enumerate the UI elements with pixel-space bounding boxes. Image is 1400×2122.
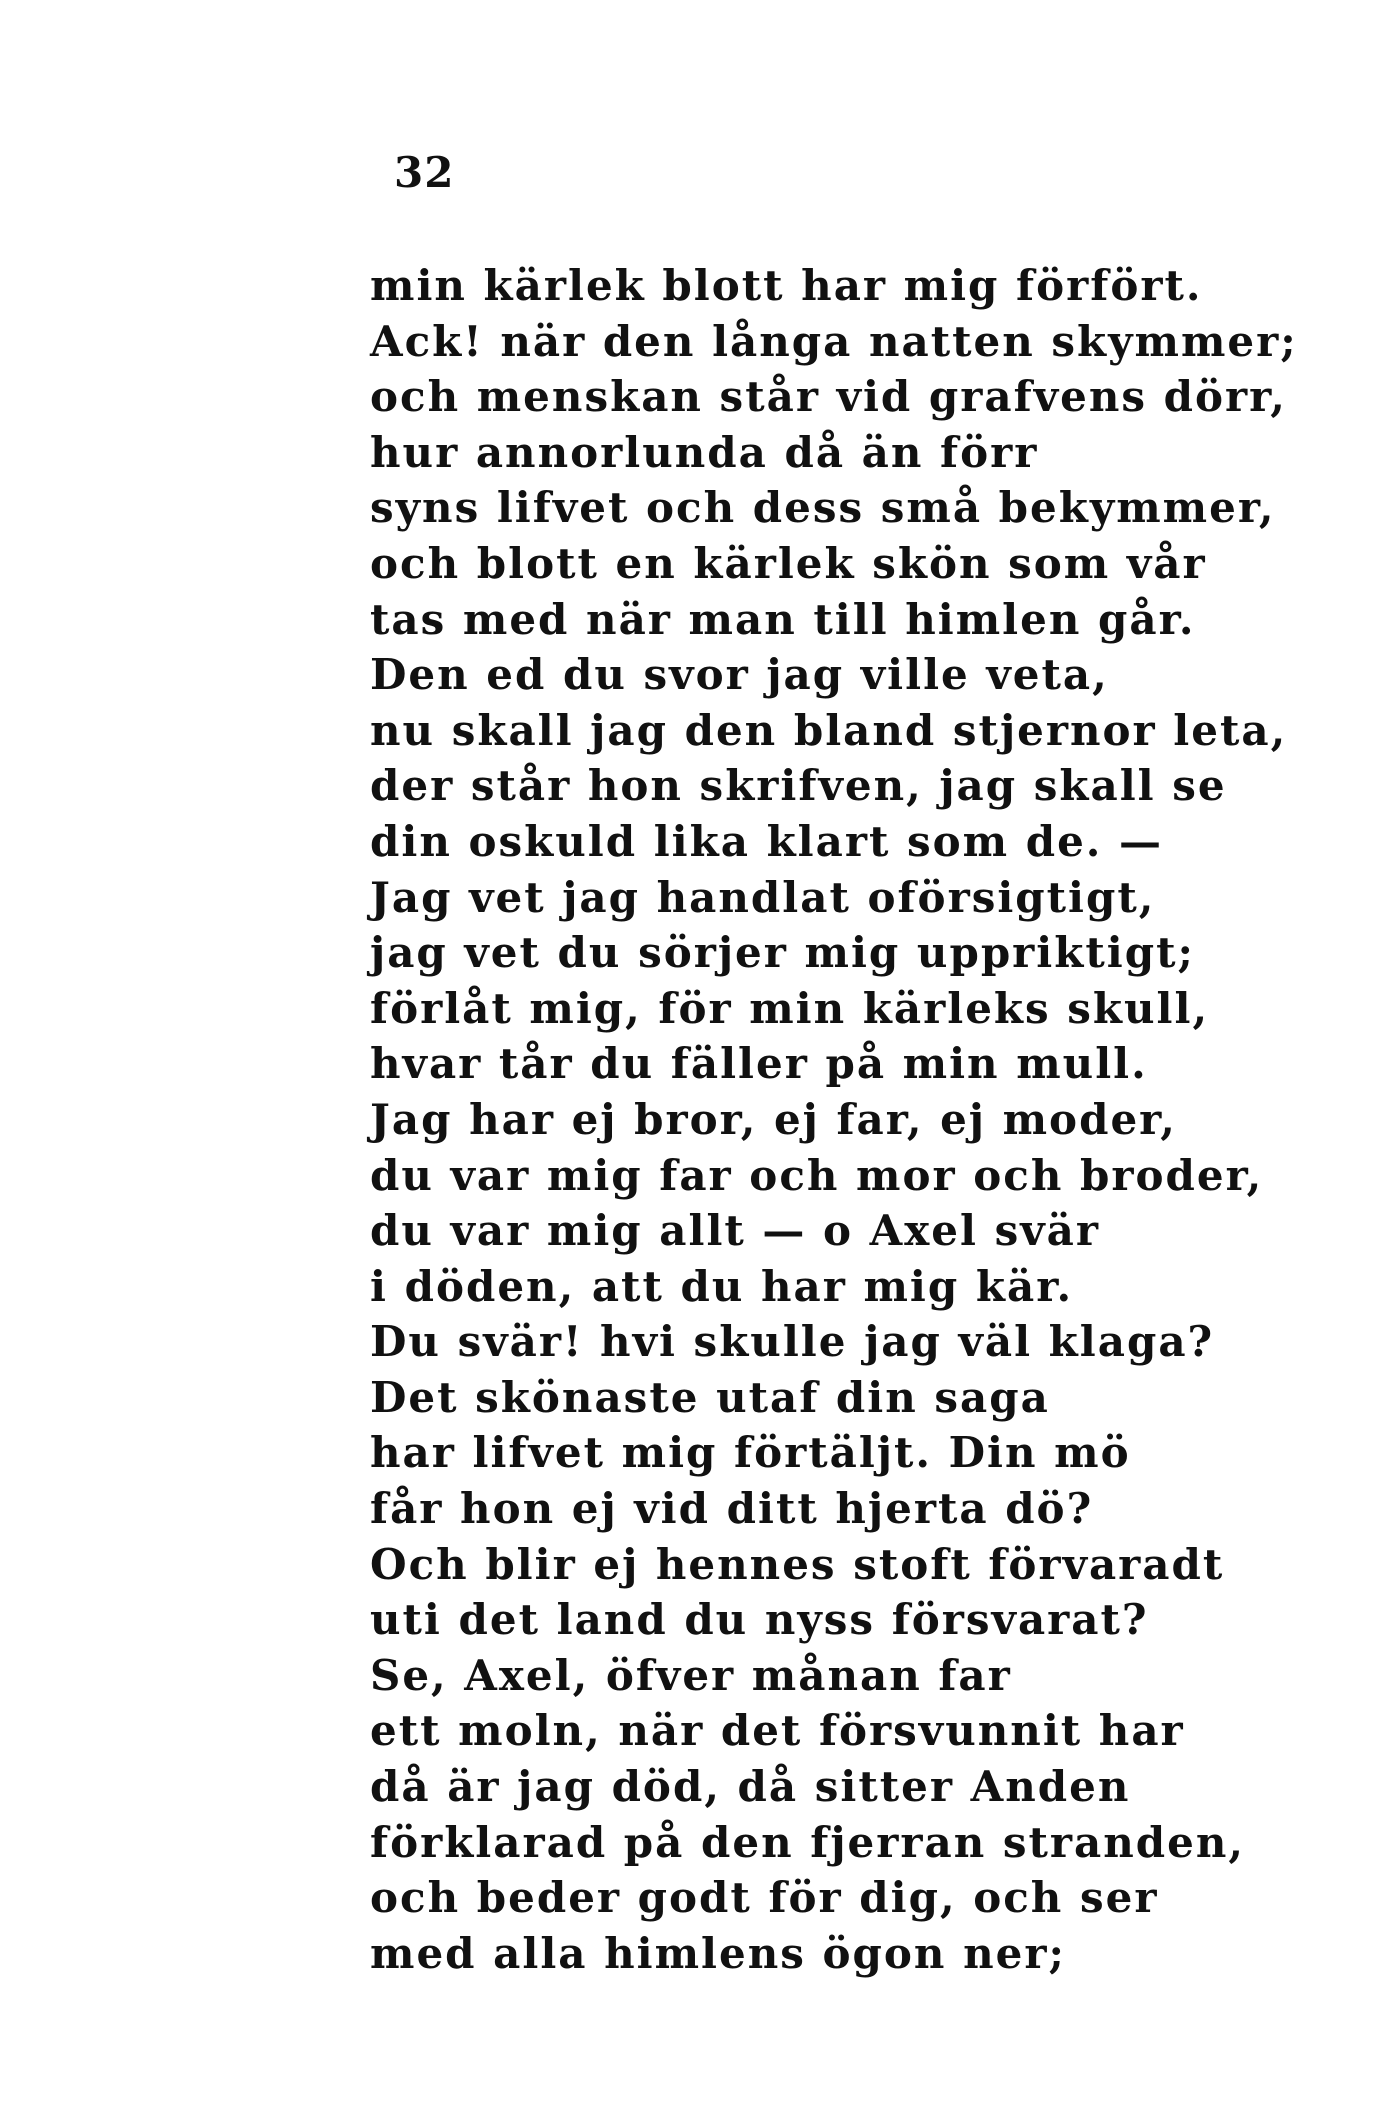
poem-line: med alla himlens ögon ner; <box>370 1928 1066 1978</box>
poem-line: Det skönaste utaf din saga <box>370 1372 1050 1422</box>
poem-line: Ack! när den långa natten skymmer; <box>370 316 1298 366</box>
poem-line: förklarad på den fjerran stranden, <box>370 1817 1246 1867</box>
poem-line: din oskuld lika klart som de. — <box>370 816 1164 866</box>
poem-line: har lifvet mig förtäljt. Din mö <box>370 1428 1131 1478</box>
poem-line: i döden, att du har mig kär. <box>370 1261 1074 1311</box>
poem-line: ett moln, när det försvunnit har <box>370 1706 1185 1756</box>
poem-line: Jag har ej bror, ej far, ej moder, <box>370 1094 1177 1144</box>
poem-line: och menskan står vid grafvens dörr, <box>370 372 1287 422</box>
poem-line: och blott en kärlek skön som vår <box>370 538 1207 588</box>
poem-line: hur annorlunda då än förr <box>370 427 1039 477</box>
poem-line: Du svär! hvi skulle jag väl klaga? <box>370 1317 1215 1367</box>
poem-line: min kärlek blott har mig förfört. <box>370 261 1203 310</box>
page-number: 32 <box>394 148 455 197</box>
poem-text <box>370 258 1298 1981</box>
poem-line: tas med när man till himlen går. <box>370 594 1196 644</box>
poem-line: jag vet du sörjer mig uppriktigt; <box>370 928 1195 978</box>
poem-line: får hon ej vid ditt hjerta dö? <box>370 1484 1094 1534</box>
poem-line: hvar tår du fäller på min mull. <box>370 1039 1148 1089</box>
poem-line: Och blir ej hennes stoft förvaradt <box>370 1539 1225 1589</box>
poem-line: nu skall jag den bland stjernor leta, <box>370 705 1288 755</box>
poem-line: uti det land du nyss försvarat? <box>370 1595 1149 1645</box>
poem-line: du var mig far och mor och broder, <box>370 1150 1264 1200</box>
poem-line: Den ed du svor jag ville veta, <box>370 650 1109 700</box>
poem-line: syns lifvet och dess små bekymmer, <box>370 483 1276 533</box>
poem-line: förlåt mig, för min kärleks skull, <box>370 983 1210 1033</box>
poem-line: och beder godt för dig, och ser <box>370 1873 1159 1923</box>
poem-line: Se, Axel, öfver månan far <box>370 1650 1012 1700</box>
poem-line: der står hon skrifven, jag skall se <box>370 761 1227 811</box>
poem-line: då är jag död, då sitter Anden <box>370 1762 1131 1812</box>
poem-line: Jag vet jag handlat oförsigtigt, <box>370 872 1156 922</box>
poem-line: du var mig allt — o Axel svär <box>370 1206 1100 1256</box>
